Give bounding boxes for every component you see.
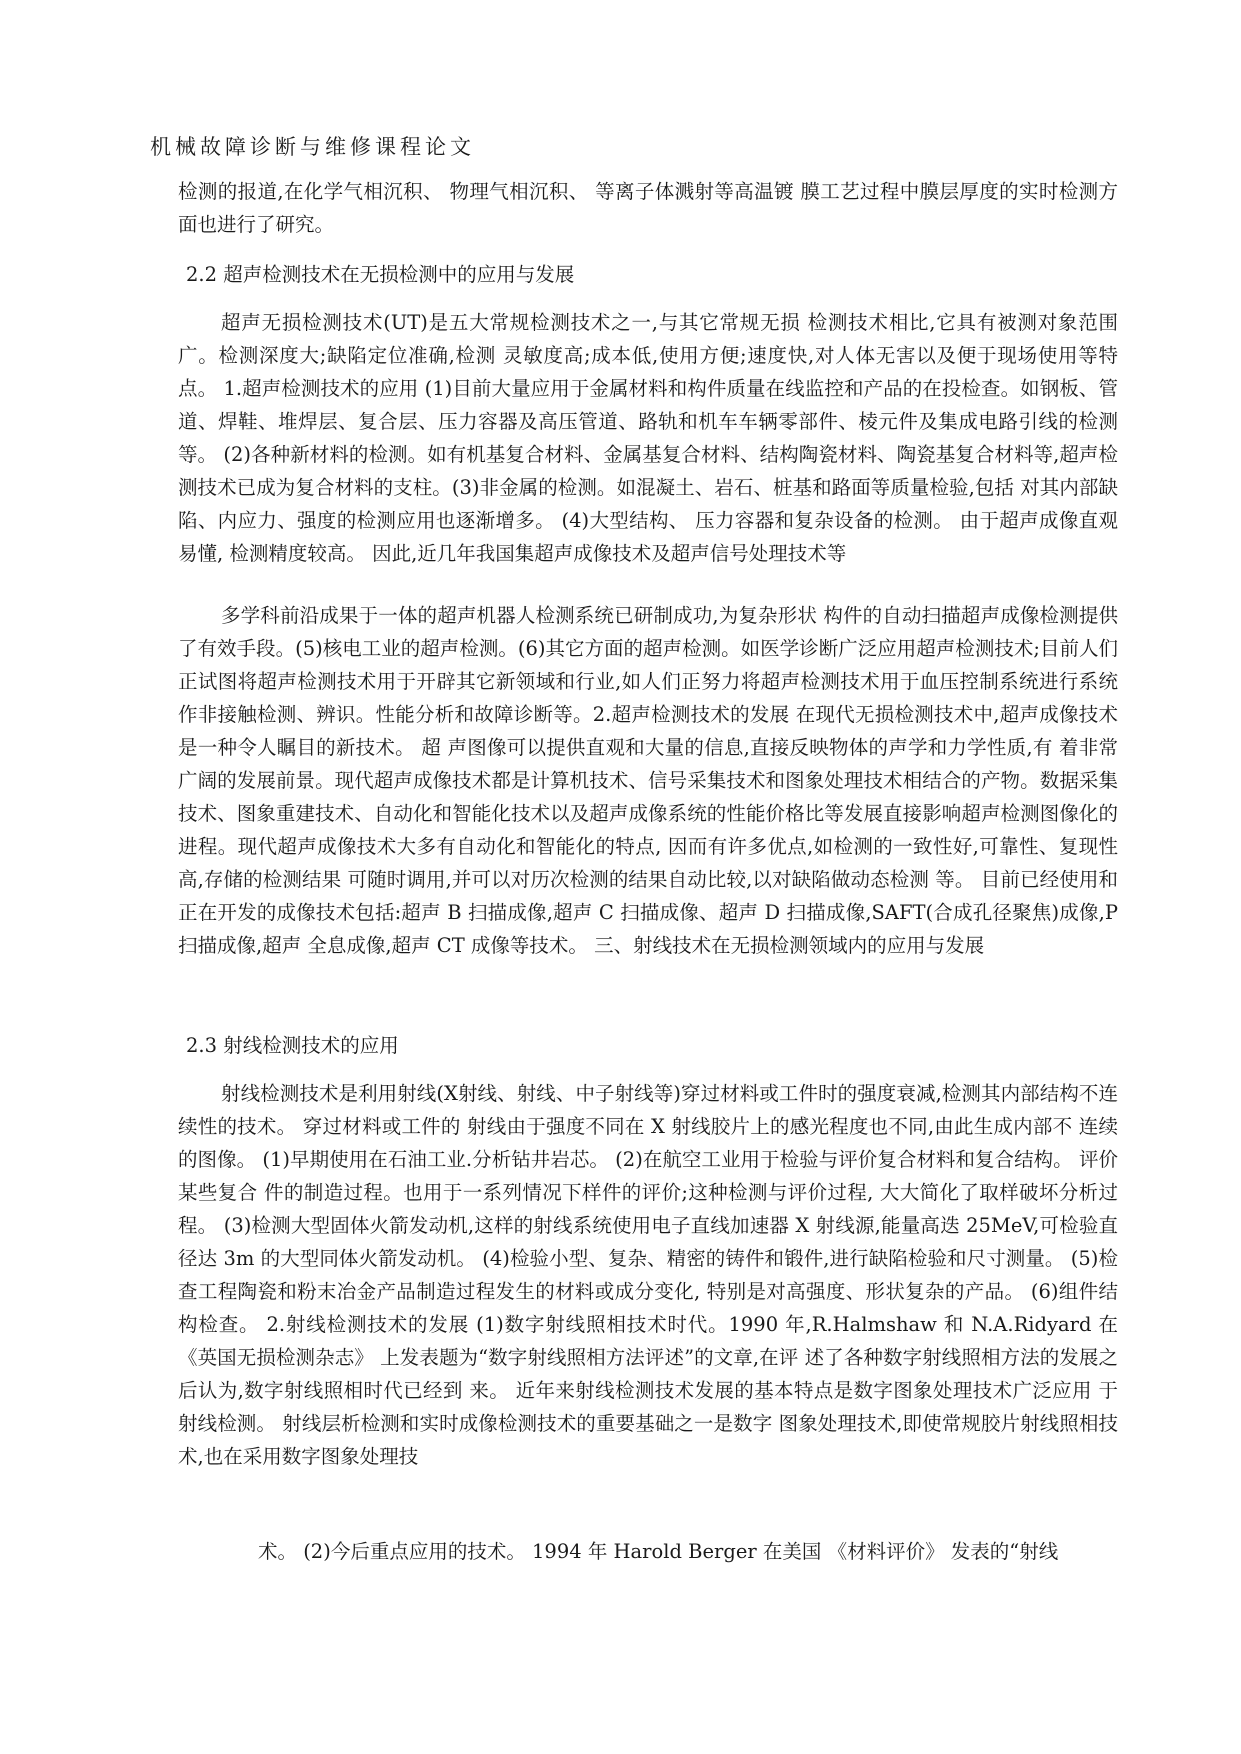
running-header: 机械故障诊断与维修课程论文 — [150, 135, 475, 159]
paragraph-radiographic-testing: 射线检测技术是利用射线(X射线、射线、中子射线等)穿过材料或工件时的强度衰减,检测其内部结构不连续性的技术。 穿过材料或工件的 射线由于强度不同在 X 射线胶片上的感光程度也不同,由此生成内部不 连续的图像。 (1)早期使用在石油工业.分析钻井岩芯。 (2)在航空工业用于检验与评价复合材料和复合结构。 评价某些复合 件的制造过程。也用于一系列情况下样件的评价;这种检测与评价过程, 大大简化了取样破坏分析过程。 (3)检测大型固体火箭发动机,这样的射线系统使用电子直线加速器 X 射线源,能量高迭 25MeV,可检验直径达 3m 的大型同体火箭发动机。 (4)检验小型、复杂、精密的铸件和锻件,进行缺陷检验和尺寸测量。 (5)检查工程陶瓷和粉末冶金产品制造过程发生的材料或成分变化, 特别是对高强度、形状复杂的产品。 (6)组件结构检查。 2.射线检测技术的发展 (1)数字射线照相技术时代。1990 年,R.Halmshaw 和 N.A.Ridyard 在 《英国无损检测杂志》 上发表题为“数字射线照相方法评述”的文章,在评 述了各种数字射线照相方法的发展之后认为,数字射线照相时代已经到 来。 近年来射线检测技术发展的基本特点是数字图象处理技术广泛应用 于射线检测。 射线层析检测和实时成像检测技术的重要基础之一是数字 图象处理技术,即使常规胶片射线照相技术,也在采用数字图象处理技 — [178, 1082, 1118, 1468]
paragraph-ultrasonic-applications: 超声无损检测技术(UT)是五大常规检测技术之一,与其它常规无损 检测技术相比,它具有被测对象范围广。检测深度大;缺陷定位准确,检测 灵敏度高;成本低,使用方便;速度快,对人体无害以及便于现场使用等特 点。 1.超声检测技术的应用 (1)目前大量应用于金属材料和构件质量在线监控和产品的在投检查。如钢板、管道、焊鞋、堆焊层、复合层、压力容器及高压管道、路轨和机车车辆零部件、棱元件及集成电路引线的检测等。 (2)各种新材料的检测。如有机基复合材料、金属基复合材料、结构陶瓷材料、陶瓷基复合材料等,超声检测技术已成为复合材料的支柱。(3)非金属的检测。如混凝土、岩石、桩基和路面等质量检验,包括 对其内部缺陷、内应力、强度的检测应用也逐渐增多。 (4)大型结构、 压力容器和复杂设备的检测。 由于超声成像直观易懂, 检测精度较高。 因此,近几年我国集超声成像技术及超声信号处理技术等 — [178, 311, 1118, 565]
section-heading-2-3: 2.3 射线检测技术的应用 — [186, 1034, 399, 1057]
section-heading-2-2: 2.2 超声检测技术在无损检测中的应用与发展 — [186, 263, 575, 286]
paragraph-ultrasonic-development: 多学科前沿成果于一体的超声机器人检测系统已研制成功,为复杂形状 构件的自动扫描超声成像检测提供了有效手段。(5)核电工业的超声检测。(6)其它方面的超声检测。如医学诊断广泛应用超声检测技术;目前人们正试图将超声检测技术用于开辟其它新领域和行业,如人们正努力将超声检测技术用于血压控制系统进行系统作非接触检测、辨识。性能分析和故障诊断等。2.超声检测技术的发展 在现代无损检测技术中,超声成像技术是一种令人瞩目的新技术。 超 声图像可以提供直观和大量的信息,直接反映物体的声学和力学性质,有 着非常广阔的发展前景。现代超声成像技术都是计算机技术、信号采集技术和图象处理技术相结合的产物。数据采集技术、图象重建技术、自动化和智能化技术以及超声成像系统的性能价格比等发展直接影响超声检测图像化的进程。现代超声成像技术大多有自动化和智能化的特点, 因而有许多优点,如检测的一致性好,可靠性、复现性高,存储的检测结果 可随时调用,并可以对历次检测的结果自动比较,以对缺陷做动态检测 等。 目前已经使用和正在开发的成像技术包括:超声 B 扫描成像,超声 C 扫描成像、超声 D 扫描成像,SAFT(合成孔径聚焦)成像,P 扫描成像,超声 全息成像,超声 CT 成像等技术。 三、射线技术在无损检测领域内的应用与发展 — [178, 604, 1118, 957]
paragraph-radiographic-continuation: 术。 (2)今后重点应用的技术。 1994 年 Harold Berger 在美国 《材料评价》 发表的“射线 — [258, 1540, 1059, 1563]
paragraph-continuation: 检测的报道,在化学气相沉积、 物理气相沉积、 等离子体溅射等高温镀 膜工艺过程中膜层厚度的实时检测方面也进行了研究。 — [178, 180, 1118, 236]
